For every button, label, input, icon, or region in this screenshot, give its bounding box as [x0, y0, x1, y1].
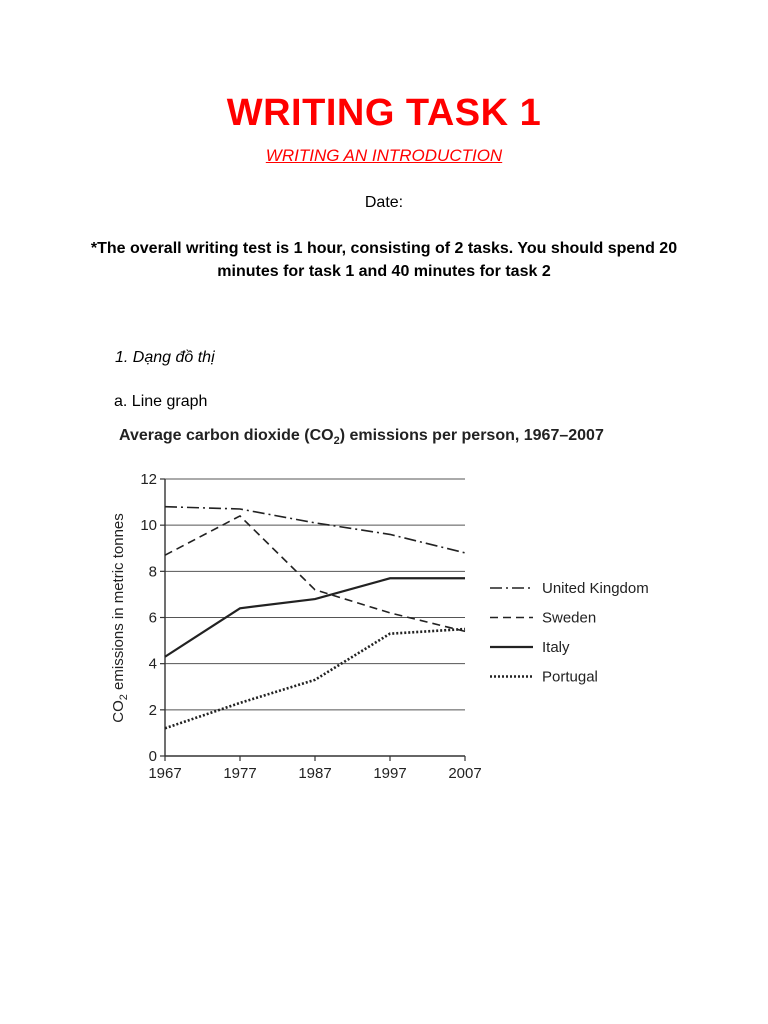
y-tick-label: 8	[148, 563, 157, 581]
page-subtitle: WRITING AN INTRODUCTION	[265, 146, 503, 165]
x-tick-labels	[148, 765, 481, 782]
section-heading-graph-type: 1. Dạng đồ thị	[115, 349, 215, 366]
y-tick-label: 6	[148, 609, 157, 627]
y-tick-label: 10	[140, 517, 157, 535]
legend-label: Italy	[542, 639, 570, 656]
chart-legend	[490, 580, 649, 686]
y-tick-labels	[140, 471, 157, 765]
section-subheading-line-graph: a. Line graph	[114, 393, 208, 410]
x-tick-label: 1987	[298, 765, 332, 782]
x-tick-label: 1997	[373, 765, 407, 782]
legend-label: Portugal	[542, 668, 598, 686]
x-tick-label: 1967	[148, 765, 182, 782]
x-tick-label: 1977	[223, 765, 257, 782]
chart-grid	[165, 479, 465, 710]
legend-label: Sweden	[542, 609, 597, 627]
y-tick-label: 4	[148, 655, 157, 673]
chart-title: Average carbon dioxide $(CO_2)$ emissions per person, 1967–2007	[119, 427, 604, 448]
page-title: WRITING TASK 1	[226, 92, 542, 134]
y-tick-label: 0	[148, 748, 157, 765]
series-line-united-kingdom	[165, 507, 465, 553]
x-tick-label: 2007	[448, 765, 482, 782]
date-label: Date:	[364, 194, 404, 211]
series-line-portugal	[165, 629, 465, 728]
chart-axes	[160, 479, 465, 761]
y-axis-label: $CO_2$ emissions in metric tonnes	[110, 513, 130, 723]
legend-label: United Kingdom	[542, 580, 649, 597]
y-tick-label: 12	[140, 471, 157, 488]
series-line-sweden	[165, 516, 465, 631]
y-tick-label: 2	[148, 701, 157, 719]
instruction-note: *The overall writing test is 1 hour, consisting of 2 tasks. You should spend 20 minutes for task 1 and 40 minutes for task 2	[90, 240, 678, 280]
